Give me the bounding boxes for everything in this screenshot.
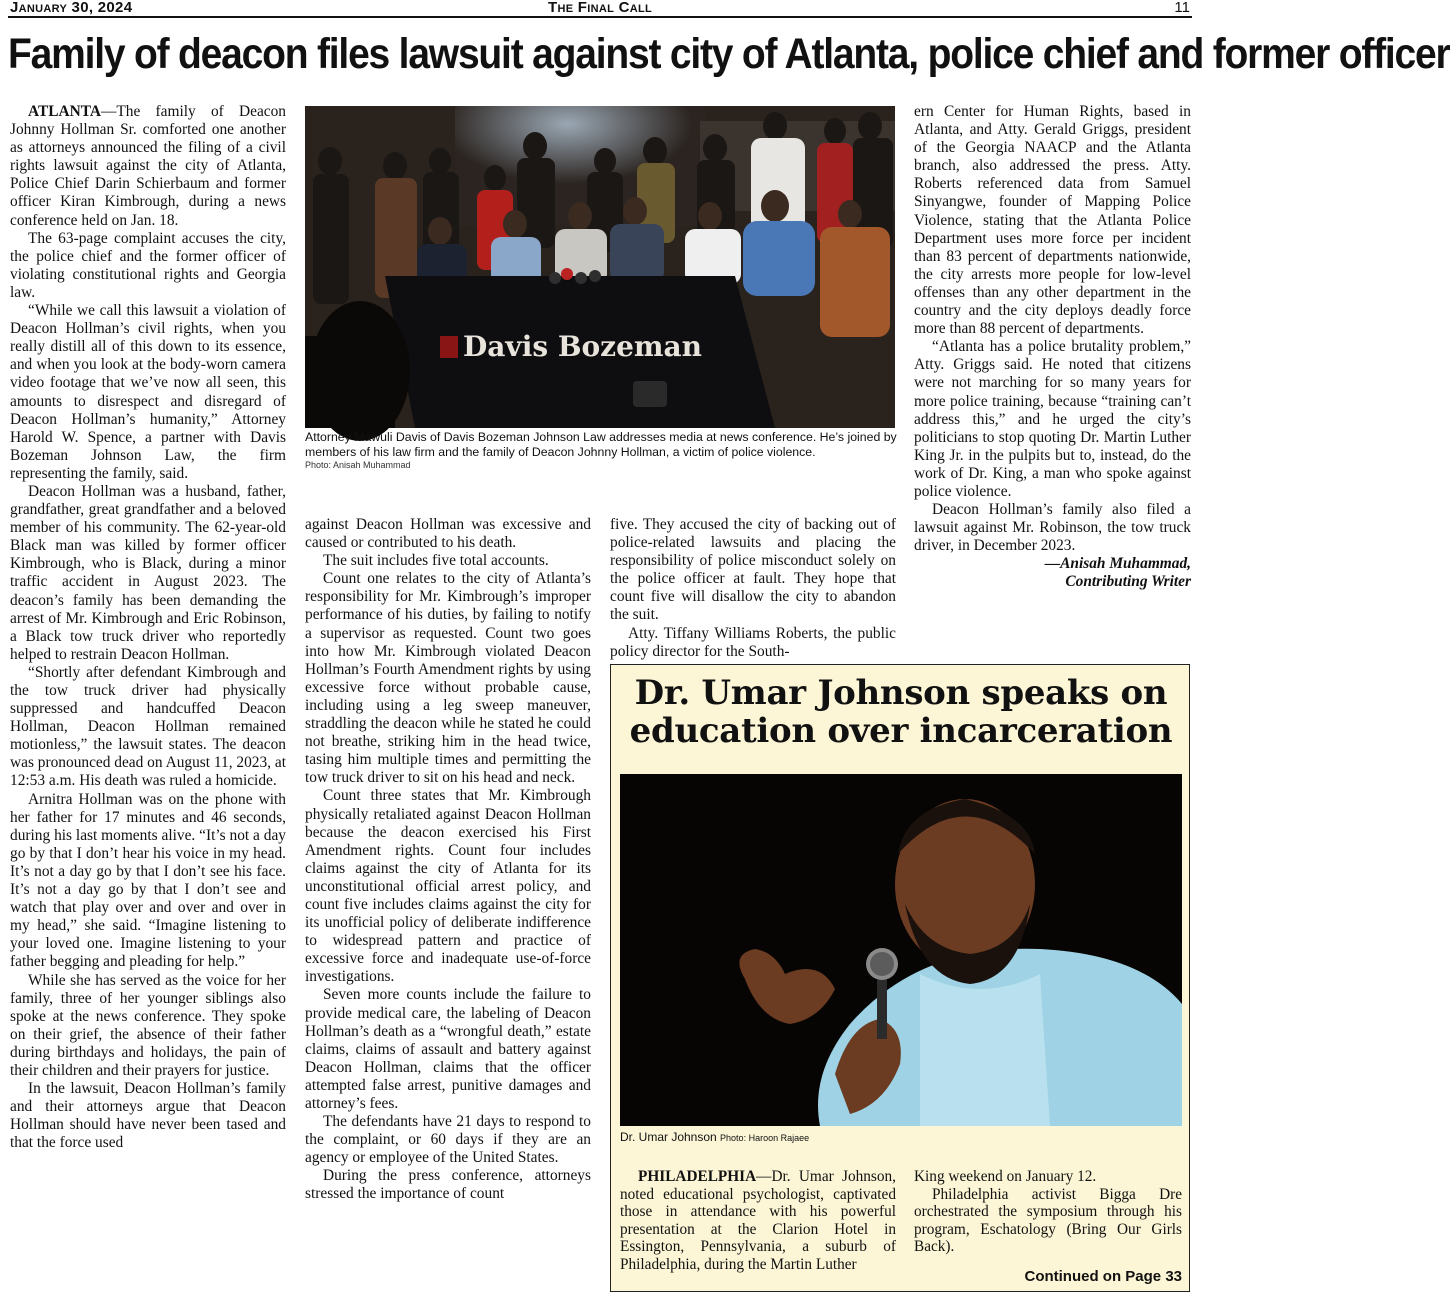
dateline: PHILADELPHIA	[638, 1168, 757, 1185]
body-paragraph: During the press conference, attorneys stressed the importance of count	[305, 1167, 591, 1203]
lead-paragraph: ATLANTA—The family of Deacon Johnny Hollman Sr. comforted one another as attorneys announced the filing of a civil rights lawsuit against the city of Atlanta, Police Chief Darin Schierbaum and former officer Kiran Kimbrough, during a news conference held on Jan. 18.	[10, 103, 286, 229]
byline-name: —Anisah Muhammad,	[1044, 555, 1191, 573]
article-headline: Family of deacon files lawsuit against city of Atlanta, police chief and former officer	[8, 30, 1450, 78]
body-paragraph: “Shortly after defendant Kimbrough and the tow truck driver had physically suppressed and handcuffed Deacon Hollman, Deacon Hollman remained motionless,” the lawsuit states. The deacon was pronounced dead on August 11, 2023, at 12:53 a.m. His death was ruled a homicide.	[10, 663, 286, 790]
body-paragraph: While she has served as the voice for her family, three of her younger siblings also spoke at the news conference. They spoke on their grief, the absence of their father during birthdays and holidays, the pain of their children and their prayers for justice.	[10, 971, 286, 1079]
press-conference-image	[305, 106, 895, 428]
photo-credit: Photo: Anisah Muhammad	[305, 460, 411, 471]
body-paragraph: Count one relates to the city of Atlanta’s responsibility for Mr. Kimbrough’s improper performance of his duties, by failing to notify a supervisor as requested. Count two goes into how Mr. Kimbrough violated Deacon Hollman’s Fourth Amendment rights by using excessive force without probable cause, including using a leg sweep maneuver, straddling the deacon while he stated he could not breathe, striking him in the head twice, tasing him multiple times and permitting the tow truck driver to sit on his head and neck.	[305, 570, 591, 787]
photo-credit: Photo: Haroon Rajaee	[720, 1133, 810, 1143]
caption-text: Dr. Umar Johnson	[620, 1130, 717, 1144]
caption-text: Attorney Mawuli Davis of Davis Bozeman Johnson Law addresses media at news conference. He’s joined by members of his law firm and the family of Deacon Johnny Hollman, a victim of police violence.	[305, 430, 897, 459]
press-conference-photo	[305, 106, 895, 428]
body-paragraph: King weekend on January 12.	[914, 1168, 1097, 1185]
sidebar-column-2	[914, 1168, 1182, 1272]
body-paragraph: The defendants have 21 days to respond to the complaint, or 60 days if they are an agency or employee of the United States.	[305, 1113, 591, 1167]
page-number: 11	[1174, 0, 1190, 16]
body-paragraph: “Atlanta has a police brutality problem,” Atty. Griggs said. He noted that citizens were not marching for so many years for more police training, because “training can’t address this,” and he urged the city’s politicians to stop quoting Dr. Martin Luther King Jr. in the pulpits but to, instead, do the work of Dr. King, a man who spoke against police violence.	[914, 338, 1191, 500]
body-paragraph: ern Center for Human Rights, based in Atlanta, and Atty. Gerald Griggs, president of the Georgia NAACP and the Atlanta branch, also addressed the press. Atty. Roberts referenced data from Samuel Sinyangwe, founder of Mapping Police Violence, stating that the Atlanta Police Department uses more force per incident than 83 percent of departments nationwide, the city arrests more people for low-level offenses than any other department in the country and the city deploys deadly force more than 88 percent of departments.	[914, 103, 1191, 338]
speaker-photo	[620, 774, 1182, 1126]
speaker-image	[620, 774, 1182, 1126]
body-paragraph: “While we call this lawsuit a violation of Deacon Hollman’s civil rights, when you really distill all of this down to its essence, and when you look at the body-worn camera video footage that we’ve now all seen, this amounts to disrespect and disregard of Deacon Hollman’s humanity,” Attorney Harold W. Spence, a partner with Davis Bozeman Johnson Law, the firm representing the family, said.	[10, 302, 286, 482]
body-paragraph: against Deacon Hollman was excessive and caused or contributed to his death.	[305, 516, 591, 552]
photo-caption	[305, 430, 899, 471]
body-paragraph: Atty. Tiffany Williams Roberts, the public policy director for the South-	[610, 624, 896, 660]
body-paragraph: The 63-page complaint accuses the city, the police chief and the former officer of violating constitutional rights and Georgia law.	[10, 229, 286, 301]
body-paragraph: The suit includes five total accounts.	[323, 552, 549, 570]
body-paragraph: Deacon Hollman was a husband, father, grandfather, great grandfather and a beloved member of his community. The 62-year-old Black man was killed by former officer Kimbrough, who is Black, during a minor traffic accident in August 2023. The deacon’s family has been demanding the arrest of Mr. Kimbrough and Eric Robinson, a Black tow truck driver who reportedly helped to restrain Deacon Hollman.	[10, 482, 286, 663]
article-column-4	[914, 103, 1191, 663]
dateline: ATLANTA	[28, 103, 101, 120]
lead-paragraph: PHILADELPHIA—Dr. Umar Johnson, noted educational psychologist, captivated those in attendance with his powerful presentation at the Clarion Hotel in Essington, Pennsylvania, a suburb of Philadelphia, during the Martin Luther	[620, 1168, 896, 1273]
issue-date: January 30, 2024	[10, 0, 133, 16]
body-paragraph: Seven more counts include the failure to provide medical care, the labeling of Deacon Hollman’s death as a “wrongful death,” estate claims, claims of assault and battery against Deacon Hollman, claims that the officer attempted false arrest, punitive damages and attorney’s fees.	[305, 986, 591, 1112]
publication-name: The Final Call	[547, 0, 653, 16]
article-column-1	[10, 103, 286, 1295]
continued-jump-link[interactable]: Continued on Page 33	[1024, 1268, 1182, 1285]
speaker-photo-caption	[620, 1130, 809, 1145]
body-paragraph: In the lawsuit, Deacon Hollman’s family and their attorneys argue that Deacon Hollman should have never been tased and that the force used	[10, 1080, 286, 1152]
body-paragraph: Count three states that Mr. Kimbrough physically retaliated against Deacon Hollman because the deacon exercised his First Amendment rights. Count four includes claims against the city of Atlanta for its unconstitutional official arrest policy, and count five includes claims against the city for its unofficial policy of deliberate indifference to widespread pattern and practice of excessive force and inadequate use-of-force investigations.	[305, 787, 591, 986]
sidebar-headline: Dr. Umar Johnson speaks on education over incarceration	[629, 673, 1173, 751]
byline-role: Contributing Writer	[1065, 573, 1191, 591]
table-banner-text: Davis Bozeman	[463, 330, 703, 363]
sidebar-column-1	[620, 1168, 896, 1272]
body-paragraph: Deacon Hollman’s family also filed a lawsuit against Mr. Robinson, the tow truck driver, in December 2023.	[914, 501, 1191, 555]
article-column-2	[305, 516, 591, 1294]
body-paragraph: five. They accused the city of backing out of police-related lawsuits and placing the responsibility of police misconduct solely on the police officer at fault. They hope that count five will disallow the city to abandon the suit.	[610, 516, 896, 624]
header-rule	[8, 16, 1192, 18]
body-paragraph: Philadelphia activist Bigga Dre orchestrated the symposium through his program, Eschatology (Bring Our Girls Back).	[914, 1185, 1182, 1256]
article-column-3	[610, 516, 896, 662]
body-paragraph: Arnitra Hollman was on the phone with her father for 17 minutes and 46 seconds, during his last moments alive. “It’s not a day go by that I don’t hear his voice in my head. It’s not a day go by that I don’t see his face. It’s not a day go by that I don’t see and watch that play over and over and over in my head,” she said. “Imagine listening to your loved one. Imagine listening to your father begging and pleading for help.”	[10, 790, 286, 971]
